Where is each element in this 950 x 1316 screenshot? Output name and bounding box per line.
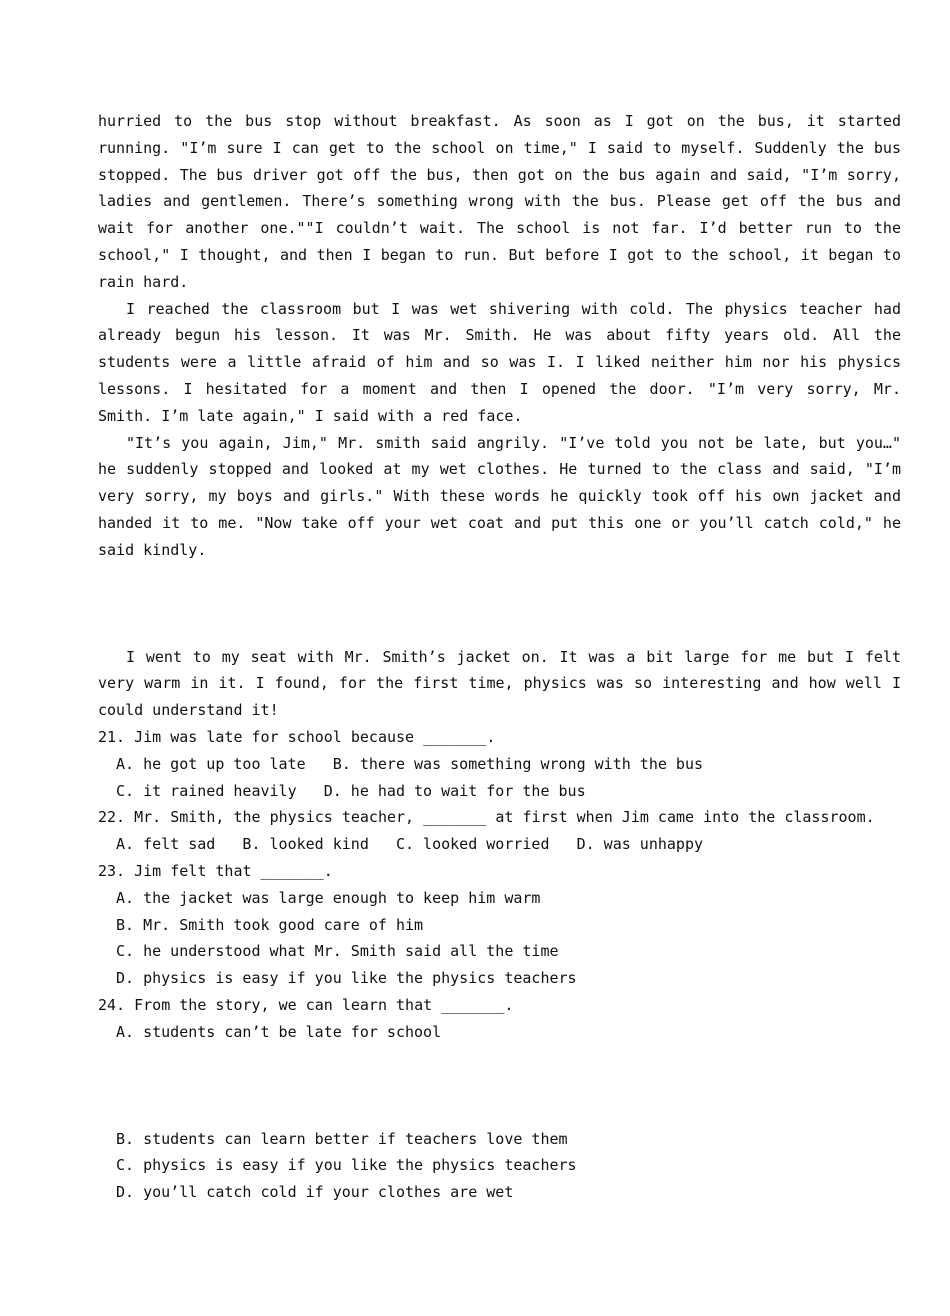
question-stem: 22. Mr. Smith, the physics teacher, _______ at first when Jim came into the classroom. [98, 808, 875, 827]
option-d: D. you’ll catch cold if your clothes are wet [116, 1183, 514, 1202]
option-d: D. physics is easy if you like the physics teachers [116, 969, 577, 988]
option-c: C. he understood what Mr. Smith said all the time [116, 942, 559, 961]
question-stem: 24. From the story, we can learn that _______. [98, 995, 514, 1014]
passage-paragraph-2: I reached the classroom but I was wet shivering with cold. The physics teacher had already begun his lesson. It was Mr. Smith. He was about fifty years old. All the students were a little afraid of him and so was I. I liked neither him nor his physics lessons. I hesitated for a moment and then I opened the door. "I’m very sorry, Mr. Smith. I’m late again," I said with a red face. [98, 299, 901, 425]
passage-paragraph-4: I went to my seat with Mr. Smith’s jacket on. It was a bit large for me but I felt very warm in it. I found, for the first time, physics was so interesting and how well I could understand it! [98, 647, 901, 720]
question-stem: 21. Jim was late for school because _______. [98, 727, 496, 746]
option-b: B. students can learn better if teachers love them [116, 1129, 568, 1148]
option-c: C. physics is easy if you like the physics teachers [116, 1156, 577, 1175]
question-22 [98, 804, 901, 858]
question-options: C. it rained heavily D. he had to wait for the bus [116, 781, 586, 800]
option-a: A. the jacket was large enough to keep him warm [116, 888, 541, 907]
question-stem: 23. Jim felt that _______. [98, 861, 333, 880]
page-gap [98, 1046, 901, 1126]
page-gap [98, 564, 901, 644]
document-page [98, 108, 901, 1206]
passage-paragraph-3: "It’s you again, Jim," Mr. smith said angrily. "I’ve told you not be late, but you…" he suddenly stopped and looked at my wet clothes. He turned to the class and said, "I’m very sorry, my boys and girls." With these words he quickly took off his own jacket and handed it to me. "Now take off your wet coat and put this one or you’ll catch cold," he said kindly. [98, 433, 901, 559]
passage-paragraph-1: hurried to the bus stop without breakfast. As soon as I got on the bus, it started running. "I’m sure I can get to the school on time," I said to myself. Suddenly the bus stopped. The bus driver got off the bus, then got on the bus again and said, "I’m sorry, ladies and gentlemen. There’s something wrong with the bus. Please get off the bus and wait for another one.""I couldn’t wait. The school is not far. I’d better run to the school," I thought, and then I began to run. But before I got to the school, it began to rain hard. [98, 112, 901, 291]
question-options: A. he got up too late B. there was something wrong with the bus [116, 754, 703, 773]
question-options: A. felt sad B. looked kind C. looked worried D. was unhappy [116, 835, 703, 854]
question-21 [98, 724, 901, 804]
question-23 [98, 858, 901, 992]
option-b: B. Mr. Smith took good care of him [116, 915, 424, 934]
option-a: A. students can’t be late for school [116, 1022, 442, 1041]
question-24 [98, 992, 901, 1206]
